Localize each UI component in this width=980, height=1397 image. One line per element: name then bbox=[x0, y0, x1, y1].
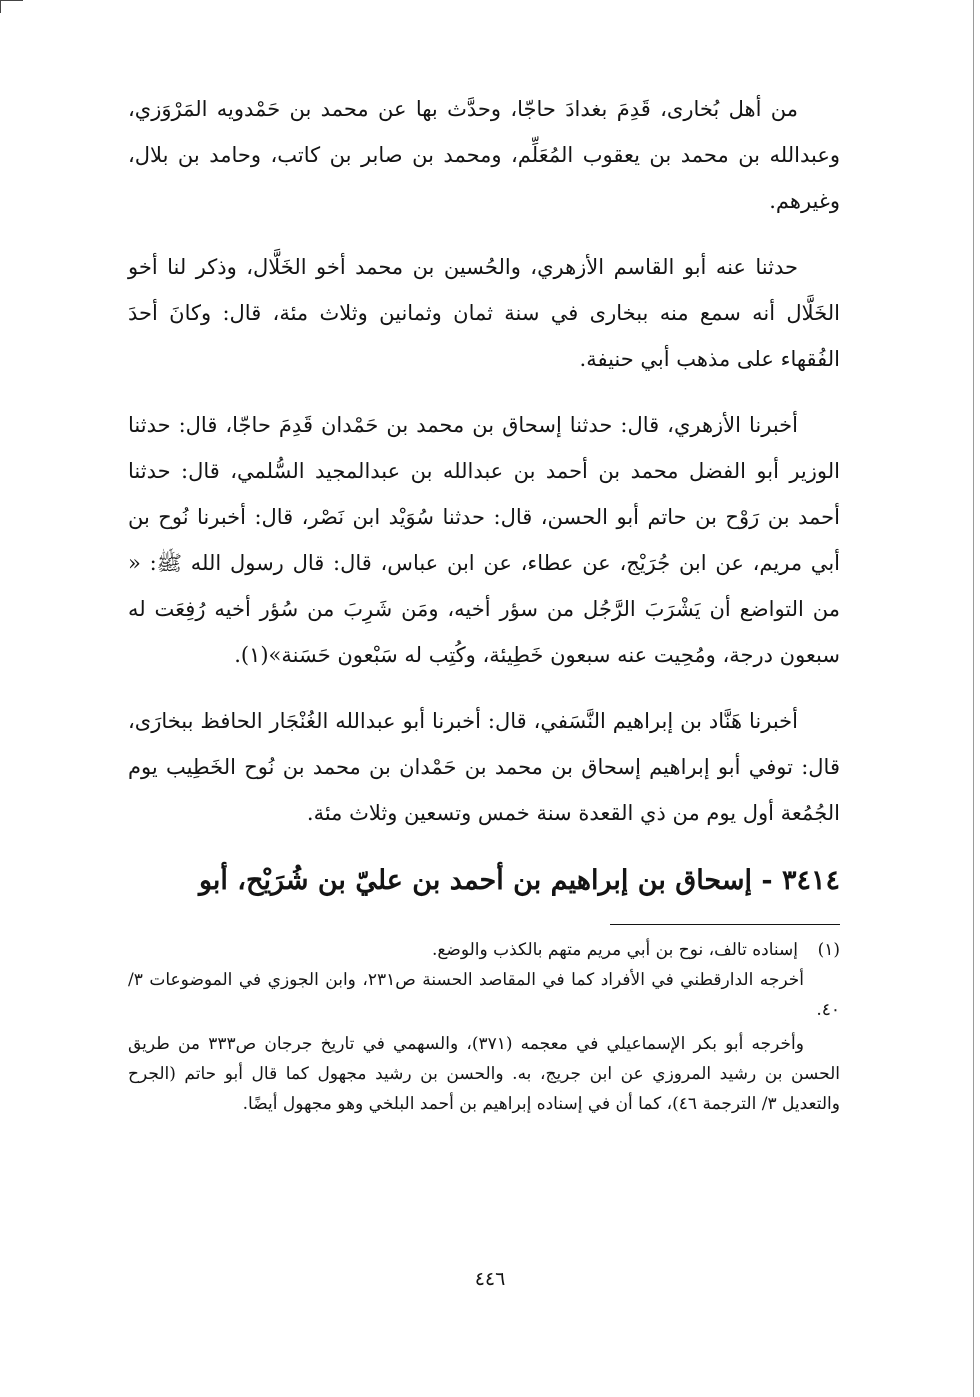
page-number: ٤٤٦ bbox=[474, 1268, 506, 1290]
footnotes bbox=[128, 935, 840, 1119]
corner-scan-mark bbox=[0, 0, 23, 13]
footnote-1-text: إسناده تالف، نوح بن أبي مريم متهم بالكذب والوضع. bbox=[431, 940, 798, 960]
page-body bbox=[128, 86, 840, 1119]
paragraph-death-date: أخبرنا هَنَّاد بن إبراهيم النَّسَفي، قال: أخبرنا أبو عبدالله الغُنْجَار الحافظ ببخارَى، قال: توفي أبو إبراهيم إسحاق بن محمد بن حَمْدان بن محمد بن نُوح الخَطِيب يوم الجُمُعة أول يوم من ذي القعدة سنة خمس وتسعين وثلاث مئة. bbox=[128, 709, 840, 825]
footnote-separator bbox=[610, 924, 840, 925]
paragraph-biography: من أهل بُخارى، قَدِمَ بغدادَ حاجّا، وحدَّث بها عن محمد بن حَمْدويه المَرْوَزي، وعبدالله بن محمد بن يعقوب المُعَلِّم، ومحمد بن صابر بن كاتب، وحامد بن بلال، وغيرهم. bbox=[128, 97, 840, 213]
footnote-number: (١) bbox=[817, 940, 840, 960]
entry-heading: ٣٤١٤ - إسحاق بن إبراهيم بن أحمد بن عليّ بن شُرَيْح، أبو bbox=[198, 865, 840, 896]
footnote-1-block-1: أخرجه الدارقطني في الأفراد كما في المقاصد الحسنة ص٢٣١، وابن الجوزي في الموضوعات ٣/ ٤٠. bbox=[128, 970, 840, 1020]
paragraph-hadith: أخبرنا الأزهري، قال: حدثنا إسحاق بن محمد بن حَمْدان قَدِمَ حاجّا، قال: حدثنا الوزير أبو الفضل محمد بن أحمد بن عبدالله بن عبدالمجيد السُّلمي، قال: حدثنا أحمد بن رَوْح بن حاتم أبو الحسن، قال: حدثنا سُوَيْد ابن نَصْر، قال: أخبرنا نُوح بن أبي مريم، عن ابن جُرَيْج، عن عطاء، عن ابن عباس، قال: قال رسول الله ﷺ: « من التواضع أن يَشْرَبَ الرَّجُل من سؤر أخيه، ومَن شَرِبَ من سُؤر أخيه رُفِعَت له سبعون درجة، ومُحِيت عنه سبعون خَطِيئة، وكُتِب له سَبْعون حَسَنة»(١). bbox=[128, 413, 840, 667]
paragraph-narrators: حدثنا عنه أبو القاسم الأزهري، والحُسين بن محمد أخو الخَلَّال، وذكر لنا أخو الخَلَّال أنه سمع منه ببخارى في سنة ثمان وثمانين وثلاث مئة، قال: وكانَ أحدَ الفُقهاء على مذهب أبي حنيفة. bbox=[128, 255, 840, 371]
page-edge-line bbox=[973, 0, 974, 1397]
footnote-1-block-2: وأخرجه أبو بكر الإسماعيلي في معجمه (٣٧١)، والسهمي في تاريخ جرجان ص٣٣٣ من طريق الحسن بن رشيد المروزي عن ابن جريج، به. والحسن بن رشيد مجهول كما قال أبو حاتم (الجرح والتعديل ٣/ الترجمة ٤٦)، كما أن في إسناده إبراهيم بن أحمد البلخي وهو مجهول أيضًا. bbox=[128, 1034, 840, 1114]
footnote-1-first-line bbox=[128, 935, 840, 965]
